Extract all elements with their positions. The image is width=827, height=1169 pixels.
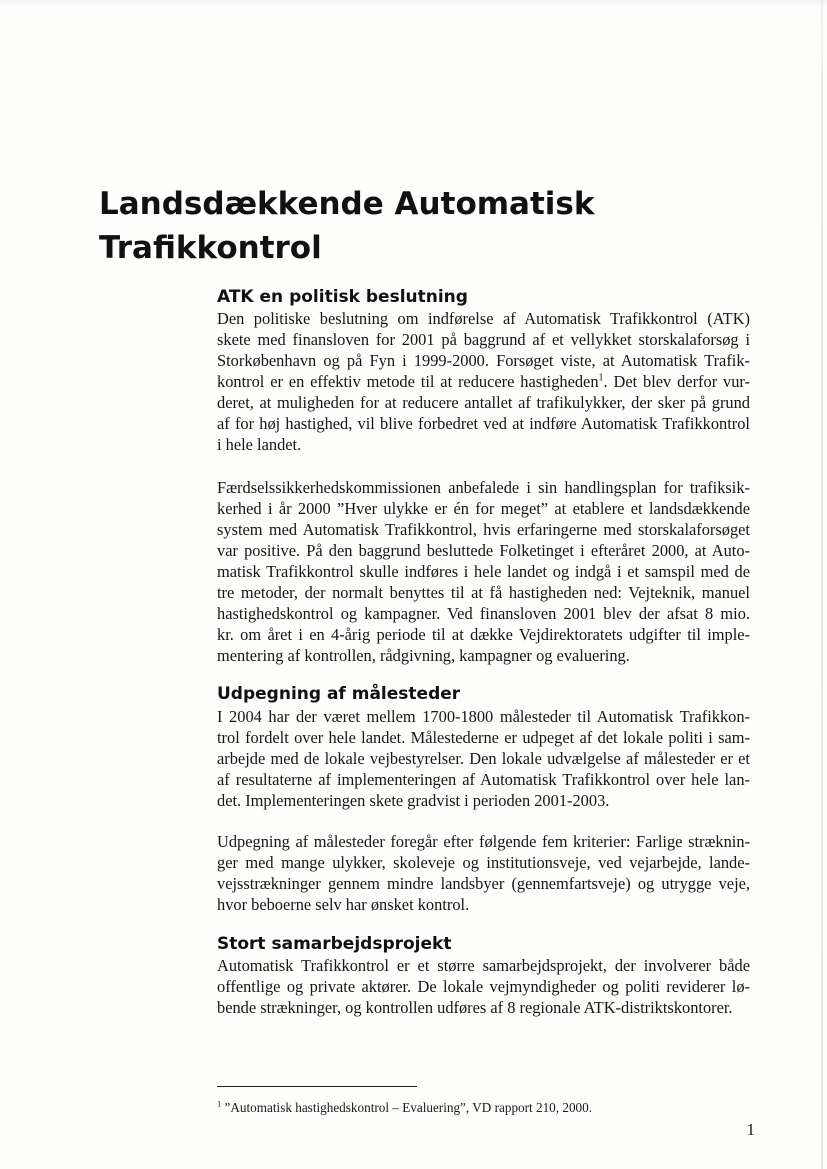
footnote-text: ”Automatisk hastighedskontrol – Evaluering”, VD rapport 210, 2000. [221,1100,593,1115]
text-line: af resultaterne af implementeringen af Automatisk Trafikkontrol over hele lan- [217,770,750,789]
text-line: det. Implementeringen skete gradvist i perioden 2001-2003. [217,791,610,810]
section-heading-udpegning-af-malesteder: Udpegning af målesteder [217,684,461,704]
text-line: trol fordelt over hele landet. Målestederne er udpeget af det lokale politi i sam- [217,728,750,747]
text-line: Storkøbenhavn og på Fyn i 1999-2000. Forsøget viste, at Automatisk Trafik- [217,351,750,370]
text-line: bende strækninger, og kontrollen udføres af 8 regionale ATK-distriktskontorer. [217,998,733,1017]
page-title-line-1: Landsdækkende Automatisk [99,186,595,222]
text-line: i hele landet. [217,435,302,454]
text-line: matisk Trafikkontrol skulle indføres i hele landet og indgå i et samspil med de [217,562,750,581]
text-line: mentering af kontrollen, rådgivning, kampagner og evaluering. [217,646,630,665]
text-line: deret, at muligheden for at reducere antallet af trafikulykker, der sker på grund [217,393,750,412]
text-line: af for høj hastighed, vil blive forbedret ved at indføre Automatisk Trafikkontrol [217,414,750,433]
footnote-marker: 1 [217,1098,222,1109]
text-line: ger med mange ulykker, skoleveje og institutionsveje, ved vejarbejde, lande- [217,853,750,872]
paragraph-atk-beslutning [217,308,750,455]
text-line: arbejde med de lokale vejbestyrelser. Den lokale udvælgelse af målesteder er et [217,749,750,768]
text-segment: kontrol er en effektiv metode til at reducere hastigheden [217,372,599,391]
text-line: kerhed i år 2000 ”Hver ulykke er én for meget” at etablere et landsdækkende [217,499,750,518]
text-line: skete med finansloven for 2001 på baggrund af et vellykket storskalaforsøg i [217,330,750,349]
footnote-reference[interactable]: 1 [598,372,604,384]
text-line-with-footnote [217,371,750,392]
text-line: hvor beboerne selv har ønsket kontrol. [217,895,470,914]
section-heading-stort-samarbejdsprojekt: Stort samarbejdsprojekt [217,934,452,954]
page-title [99,182,699,270]
text-line: tre metoder, der normalt benyttes til at få hastigheden ned: Vejteknik, manuel [217,583,750,602]
text-segment: . Det blev derfor vur- [603,372,750,391]
paragraph-faerdselssikkerhed [217,477,750,666]
text-line: I 2004 har der været mellem 1700-1800 målesteder til Automatisk Trafikkon- [217,707,750,726]
paragraph-samarbejdsprojekt [217,955,750,1018]
paragraph-kriterier [217,831,750,915]
section-heading-atk-politisk-beslutning: ATK en politisk beslutning [217,287,468,307]
text-line: var positive. På den baggrund besluttede Folketinget i efteråret 2000, at Auto- [217,541,750,560]
text-line: Den politiske beslutning om indførelse af Automatisk Trafikkontrol (ATK) [217,309,750,328]
paragraph-malesteder-2004 [217,706,750,811]
text-line: vejsstrækninger gennem mindre landsbyer (gennemfartsveje) og utrygge veje, [217,874,750,893]
text-line: system med Automatisk Trafikkontrol, hvis erfaringerne med storskalaforsøget [217,520,750,539]
text-line: offentlige og private aktører. De lokale vejmyndigheder og politi reviderer lø- [217,977,750,996]
text-line: Automatisk Trafikkontrol er et større samarbejdsprojekt, der involverer både [217,956,750,975]
text-line: hastighedskontrol og kampagner. Ved finansloven 2001 blev der afsat 8 mio. [217,604,750,623]
footnote-divider [217,1086,417,1087]
text-line: kr. om året i en 4-årig periode til at dække Vejdirektoratets udgifter til imple- [217,625,750,644]
page-title-line-2: Trafikkontrol [99,230,322,266]
scan-shadow-right [821,0,823,1169]
scan-shadow-top [0,0,827,6]
page-number: 1 [746,1120,755,1139]
footnote [217,1099,737,1117]
text-line: Udpegning af målesteder foregår efter følgende fem kriterier: Farlige stræknin- [217,832,750,851]
text-line: Færdselssikkerhedskommissionen anbefalede i sin handlingsplan for trafiksik- [217,478,750,497]
